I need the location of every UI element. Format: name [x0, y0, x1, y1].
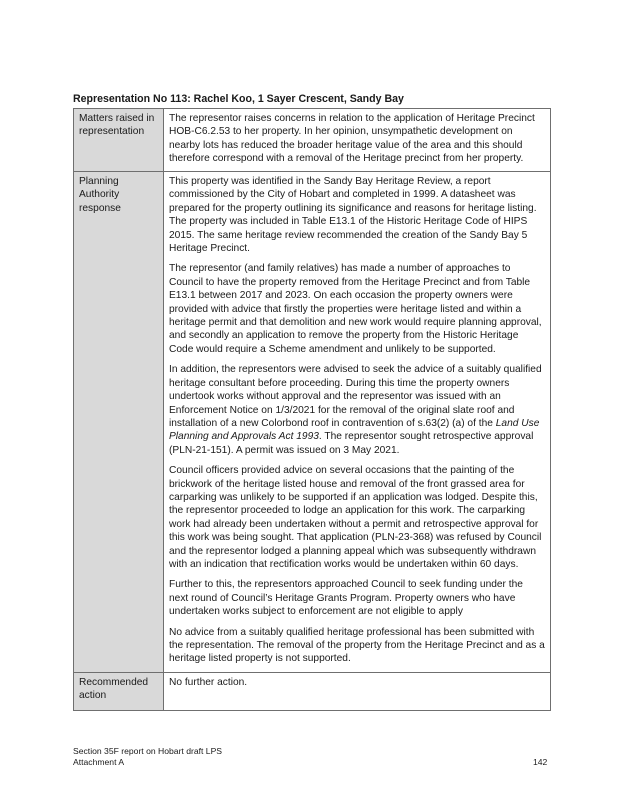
paragraph-3-text-b: . The representor sought retrospective approval (PLN-21-151). A permit was issued on 3 May 2021. [169, 431, 534, 456]
response-paragraph-3 [169, 363, 545, 457]
footer-report-title: Section 35F report on Hobart draft LPS [73, 746, 223, 756]
response-paragraph-4: Council officers provided advice on several occasions that the painting of the brickwork of the heritage listed house and removal of the front grassed area for carparking was unlikely to be supported if an application was lodged. Despite this, the representor proceeded to lodge an application for this work. The carparking work had already been undertaken without a permit and retrospective approval for this work was being sought. That application (PLN-23-368) was refused by Council and the representor lodged a planning appeal which was subsequently withdrawn with an indication that rectification works would be undertaken within 60 days. [169, 465, 542, 570]
table-row-response [74, 172, 551, 673]
response-paragraph-2: The representor (and family relatives) has made a number of approaches to Council to have the property removed from the Heritage Precinct and from Table E13.1 between 2017 and 2023. On each occasion the property owners were provided with advice that firstly the properties were heritage listed and within a heritage permit and that demolition and new work would require planning approval, and secondly an application to remove the property from the Historic Heritage Code would require a Scheme amendment and unlikely to be supported. [169, 263, 542, 355]
response-paragraph-1: This property was identified in the Sandy Bay Heritage Review, a report commissioned by the City of Hobart and completed in 1999. A datasheet was prepared for the property outlining its significance and reasons for heritage listing. The property was included in Table E13.1 of the Historic Heritage Code of HIPS 2015. The same heritage review recommended the creation of the Sandy Bay 5 Heritage Precinct. [169, 176, 537, 255]
row-content-response [164, 172, 551, 673]
row-content-action: No further action. [164, 672, 551, 710]
response-paragraph-6: No advice from a suitably qualified heritage professional has been submitted with the representation. The removal of the property from the Heritage Precinct and as a heritage listed property is not supported. [169, 626, 545, 665]
row-label-matters: Matters raised in representation [74, 109, 164, 172]
footer-attachment: Attachment A [73, 757, 125, 767]
page-number: 142 [533, 757, 548, 767]
response-paragraph-5: Further to this, the representors approached Council to seek funding under the next round of Council’s Heritage Grants Program. Property owners who have undertaken works subject to enforcement are not eligible to apply [169, 579, 523, 618]
table-row-matters [74, 109, 551, 172]
table-row-action [74, 672, 551, 710]
paragraph-3-text-a: In addition, the representors were advised to seek the advice of a suitably qualified heritage consultant before proceeding. During this time the property owners undertook works without approval and the representor was issued with an Enforcement Notice on 1/3/2021 for the removal of the original slate roof and installation of a new Colorbond roof in contravention of s.63(2) (a) of the [169, 364, 542, 429]
row-content-matters: The representor raises concerns in relation to the application of Heritage Precinct HOB-C6.2.53 to her property. In her opinion, unsympathetic development on nearby lots has reduced the broader heritage value of the area and this should therefore correspond with a removal of the Heritage precinct from her property. [164, 109, 551, 172]
page-footer [73, 746, 222, 768]
row-label-action: Recommended action [74, 672, 164, 710]
act-title: Land Use Planning and Approvals Act 1993 [169, 417, 540, 443]
representation-table [73, 108, 551, 711]
row-label-response: Planning Authority response [74, 172, 164, 673]
page-heading: Representation No 113: Rachel Koo, 1 Sayer Crescent, Sandy Bay [73, 93, 404, 105]
